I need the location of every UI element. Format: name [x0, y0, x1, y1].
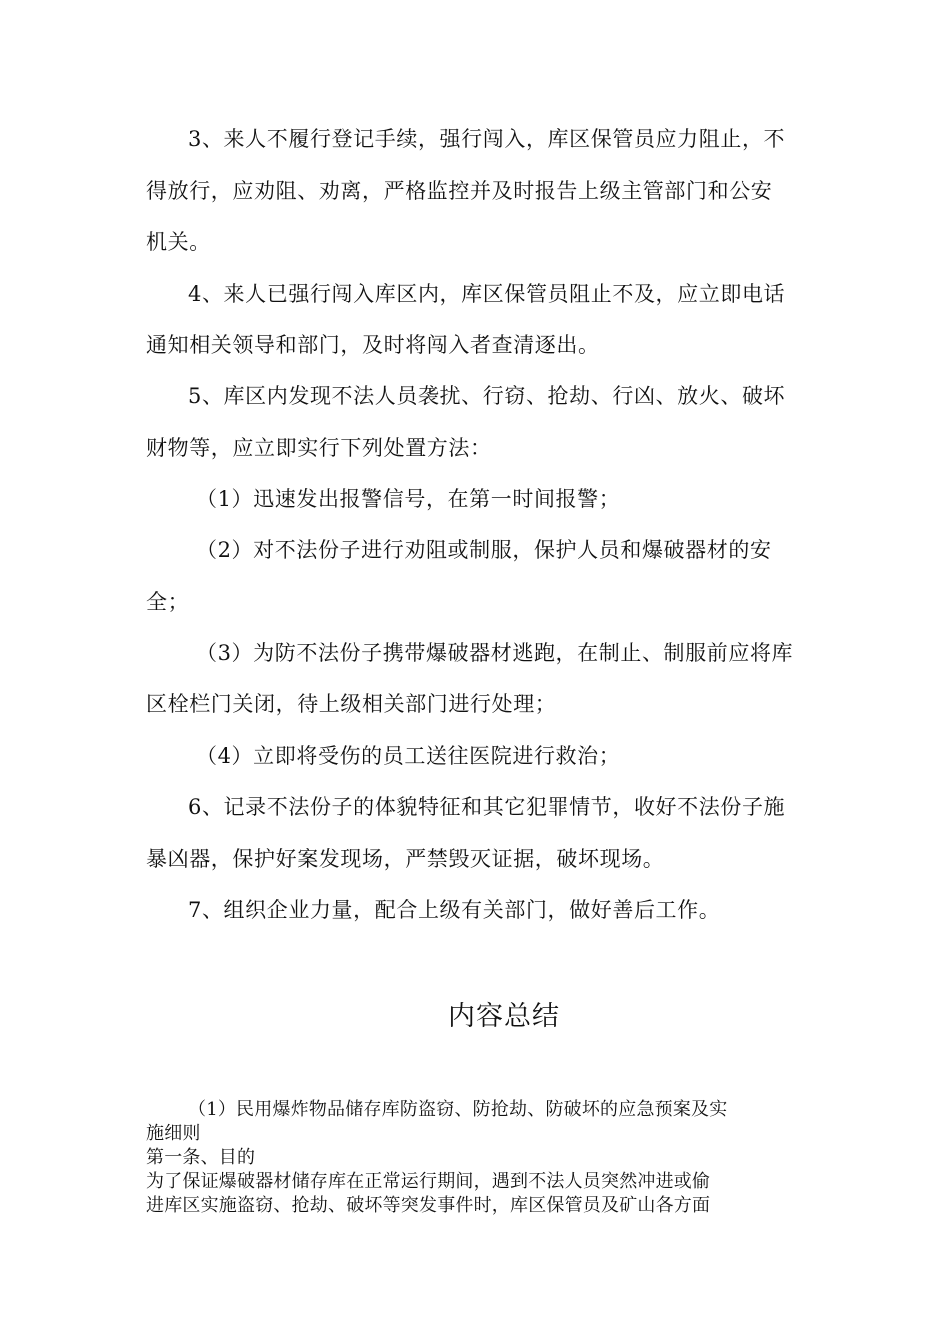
paragraph-6-line-2: 暴凶器，保护好案发现场，严禁毁灭证据，破坏现场。: [146, 847, 665, 871]
sub-item-3-line-1: （3）为防不法份子携带爆破器材逃跑，在制止、制服前应将库: [196, 641, 794, 665]
summary-line-5: 进库区实施盗窃、抢劫、破坏等突发事件时，库区保管员及矿山各方面: [146, 1195, 711, 1216]
sub-item-2-line-1: （2）对不法份子进行劝阻或制服，保护人员和爆破器材的安: [196, 538, 772, 562]
paragraph-3-line-2: 得放行，应劝阻、劝离，严格监控并及时报告上级主管部门和公安: [146, 179, 773, 203]
paragraph-4-line-2: 通知相关领导和部门，及时将闯入者查清逐出。: [146, 333, 600, 357]
paragraph-5-line-1: 5、库区内发现不法人员袭扰、行窃、抢劫、行凶、放火、破坏: [188, 384, 786, 408]
summary-line-2: 施细则: [146, 1123, 201, 1144]
paragraph-6-line-1: 6、记录不法份子的体貌特征和其它犯罪情节，收好不法份子施: [188, 795, 786, 819]
sub-item-2-line-2: 全；: [146, 590, 190, 614]
sub-item-1-line-1: （1）迅速发出报警信号，在第一时间报警；: [196, 487, 621, 511]
sub-item-3-line-2: 区栓栏门关闭，待上级相关部门进行处理；: [146, 692, 557, 716]
summary-heading: 内容总结: [448, 1001, 560, 1032]
paragraph-5-line-2: 财物等，应立即实行下列处置方法：: [146, 436, 492, 460]
sub-item-4-line-1: （4）立即将受伤的员工送往医院进行救治；: [196, 744, 621, 768]
paragraph-4-line-1: 4、来人已强行闯入库区内，库区保管员阻止不及，应立即电话: [188, 282, 786, 306]
summary-line-4: 为了保证爆破器材储存库在正常运行期间，遇到不法人员突然冲进或偷: [146, 1171, 711, 1192]
summary-line-3: 第一条、目的: [146, 1147, 256, 1168]
paragraph-3-line-1: 3、来人不履行登记手续，强行闯入，库区保管员应力阻止，不: [188, 127, 786, 151]
paragraph-7-line-1: 7、组织企业力量，配合上级有关部门，做好善后工作。: [188, 898, 721, 922]
paragraph-3-line-3: 机关。: [146, 230, 211, 254]
summary-line-1: （1）民用爆炸物品储存库防盗窃、防抢劫、防破坏的应急预案及实: [188, 1099, 728, 1120]
